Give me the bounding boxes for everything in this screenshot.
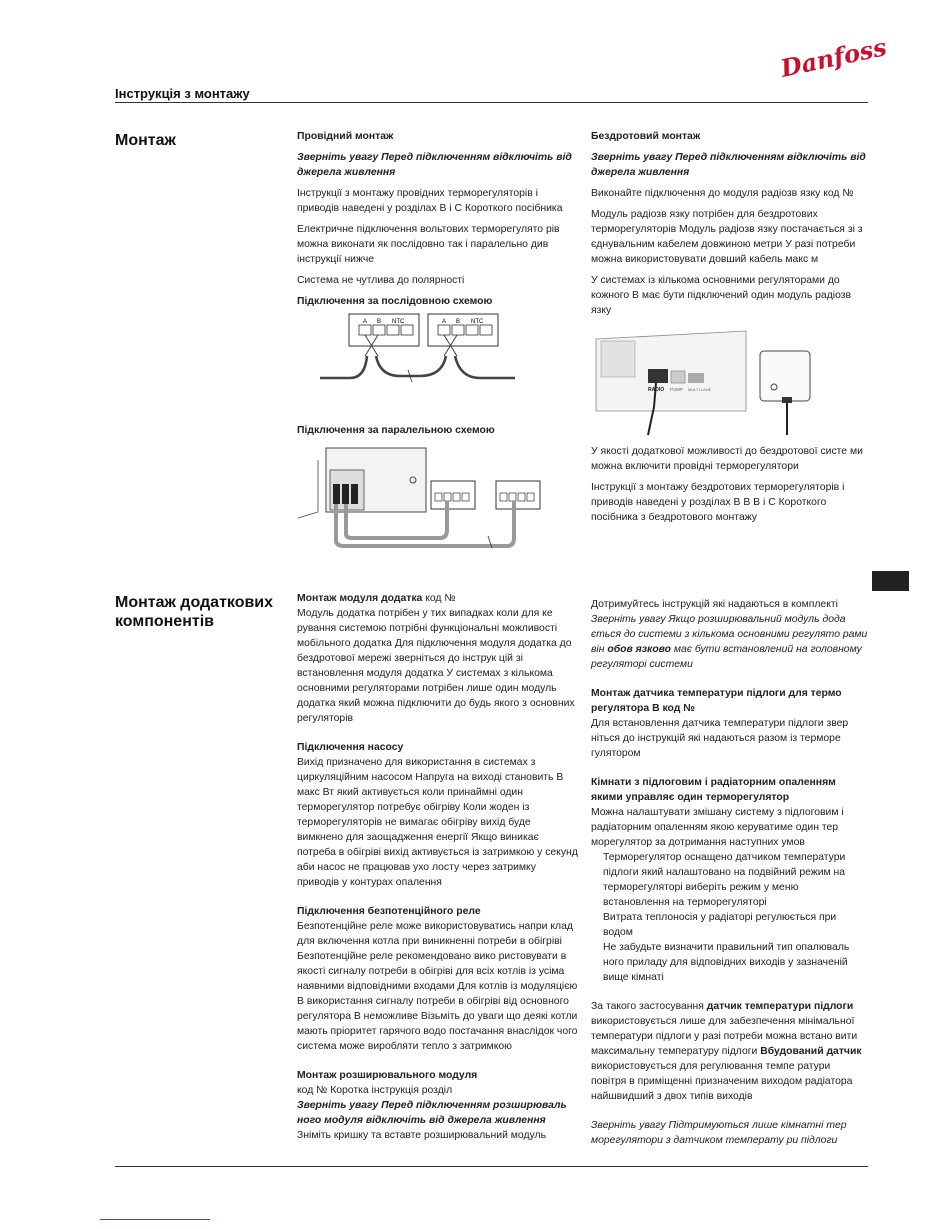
page-tab-marker	[872, 571, 909, 591]
condition-item: Терморегулятор оснащено датчиком температури підлоги який налаштовано на подвійний режим на терморегуляторі виберіть режим у меню встановлення на терморегуляторі	[603, 852, 846, 908]
relay-heading: Підключення безпотенційного реле	[297, 906, 481, 917]
sensor-bold-2: Вбудований датчик	[760, 1046, 862, 1057]
follow-instructions: Дотримуйтесь інструкцій які надаються в комплекті	[591, 599, 838, 610]
master-note-suffix: має бути встановлений на головному регуляторі системи	[591, 644, 862, 670]
page-header-title: Інструкція з монтажу	[115, 86, 250, 101]
expander-text: Зніміть кришку та вставте розширювальний модуль	[297, 1130, 546, 1141]
wireless-bottom	[591, 444, 867, 531]
pump-port-label: PUMP	[670, 387, 684, 392]
relay-text: Безпотенційне реле може використовуватись напри клад для включення котла при виникненні потреби в обігріві Безпотенційне реле рекомендовано вико ристовувати в якості сигналу потреби в обігріві для всіх котлів із усіма наявними відповідними входами Для котлів із модуляцією В використання сигналу потреби в обігріві від основного регулятора В неможливе Візьміть до уваги що деякі котли мають пріоритет гарячого водо постачання внаслідок чого система може виробляти тепло з затримкою	[297, 921, 578, 1052]
terminal-label-a: A	[363, 319, 368, 325]
wired-heading: Провідний монтаж	[297, 131, 394, 142]
master-note	[591, 612, 868, 672]
danfoss-logo	[778, 32, 889, 83]
rooms-heading: Кімнати з підлоговим і радіаторним опаленням якими управляє один терморегулятор	[591, 777, 836, 803]
sensor-mid: використовується лише для забезпечення мінімальної температури підлоги у разі потреби можна встано вити максимальну температуру підлоги	[591, 1016, 858, 1057]
radio-port-label: RADIO	[648, 387, 665, 393]
terminal-label-b: B	[377, 319, 382, 325]
pump-heading: Підключення насосу	[297, 742, 404, 753]
wired-p3: Система не чутлива до полярності	[297, 275, 465, 286]
master-note-prefix: Зверніть увагу Якщо розширювальний модуль дода ється до системи з кількома основними регулято рами він	[591, 614, 868, 655]
parallel-heading-wrap	[297, 423, 579, 438]
expander-warning: Зверніть увагу Перед підключенням розширюваль ного модуля відключіть від джерела живлення	[297, 1100, 567, 1126]
extra-right-column	[591, 597, 868, 1148]
sensor-bold-1: датчик температури підлоги	[706, 1001, 854, 1012]
sensor-paragraph	[591, 999, 868, 1104]
wireless-heading: Бездротовий монтаж	[591, 131, 701, 142]
section-title-montazh: Монтаж	[115, 132, 176, 149]
footer-link-underline	[100, 1219, 210, 1220]
wireless-p3: У системах із кількома основними регуляторами до кожного В має бути підключений один модуль радіозв язку	[591, 275, 852, 316]
footer-rule	[115, 1166, 868, 1167]
floor-sensor-heading: Монтаж датчика температури підлоги для термо регулятора В код №	[591, 688, 842, 714]
module-heading: Монтаж модуля додатка	[297, 593, 423, 604]
radio-module-photo	[596, 331, 866, 441]
supported-note: Зверніть увагу Підтримуються лише кімнатні тер морегулятори з датчиком температу ри підлоги	[591, 1120, 847, 1146]
serial-heading: Підключення за послідовною схемою	[297, 296, 493, 307]
expander-code: код № Коротка інструкція розділ	[297, 1085, 453, 1096]
conditions-list	[591, 850, 868, 985]
parallel-heading: Підключення за паралельною схемою	[297, 425, 495, 436]
terminal-label-ntc: NTC	[392, 319, 405, 325]
wireless-p2: Модуль радіозв язку потрібен для бездротових терморегуляторів Модуль радіозв язку постачається зі з єднувальним кабелем довжиною метри У разі потреби можна використовувати довший кабель макс м	[591, 209, 863, 265]
wired-warning: Зверніть увагу Перед підключенням відключіть від джерела живлення	[297, 152, 572, 178]
wired-p1: Інструкції з монтажу провідних терморегуляторів і приводів наведені у розділах В і С Короткого посібника	[297, 188, 563, 214]
header-rule	[115, 102, 868, 103]
wireless-p4: У якості додаткової можливості до бездротової систе ми можна включити провідні терморегулятори	[591, 446, 863, 472]
rooms-text: Можна налаштувати змішану систему з підлоговим і радіаторним опаленням якою керуватиме один тер морегулятор за дотримання наступних умов	[591, 807, 844, 848]
serial-wiring-diagram	[320, 308, 520, 388]
module-code: код №	[422, 593, 456, 604]
danfoss-logo-text: Danfoss	[778, 32, 889, 83]
wireless-column	[591, 129, 867, 324]
condition-item: Не забудьте визначити правильний тип опалюваль ного приладу для відповідних виходів у зазначеній вище кімнаті	[603, 942, 850, 983]
wired-p2: Електричне підключення вольтових терморегулято рів можна виконати як послідовно так і паралельно див інструкції нижче	[297, 224, 560, 265]
terminal-label-a-2: A	[442, 319, 447, 325]
section-title-extra: Монтаж додаткових компонентів	[115, 594, 274, 630]
master-note-bold: обов язково	[607, 644, 672, 655]
wireless-p1: Виконайте підключення до модуля радіозв язку код №	[591, 188, 854, 199]
condition-item: Витрата теплоносія у радіаторі регулюється при водом	[603, 912, 837, 938]
multi-lane-label: MULTI LANE	[688, 387, 712, 392]
module-text: Модуль додатка потрібен у тих випадках коли для ке рування системою потрібні функціональні можливості мобільного додатка Для підключення модуля додатка до бездротової мережі зверніться до інструк цій зі встановлення модуля додатка У системах з кількома основними регуляторами потрібен лише один модуль додатка який можна підключити до будь якого з основних регуляторів	[297, 608, 575, 724]
expander-heading: Монтаж розширювального модуля	[297, 1070, 478, 1081]
terminal-label-b-2: B	[456, 319, 461, 325]
floor-sensor-text: Для встановлення датчика температури підлоги звер ніться до інструкцій які надаються разом із терморе гулятором	[591, 718, 849, 759]
wireless-warning: Зверніть увагу Перед підключенням відключіть від джерела живлення	[591, 152, 866, 178]
wired-column	[297, 129, 579, 315]
terminal-label-ntc-2: NTC	[471, 319, 484, 325]
extra-left-column	[297, 591, 579, 1143]
wireless-p5: Інструкції з монтажу бездротових терморегуляторів і приводів наведені у розділах В В В і С Короткого посібника з бездротового монтажу	[591, 482, 845, 523]
sensor-prefix: За такого застосування	[591, 1001, 707, 1012]
pump-text: Вихід призначено для використання в системах з циркуляційним насосом Напруга на виході становить В макс Вт який активується коли принаймні один терморегулятор потребує обігріву Коли жоден із терморегуляторів не вимагає обігріву вихід буде вимкнено для заощадження енергії Якщо виникає потреба в обігріві вихід активується із затримкою у секунд аби насос не працював ухо лосту через затримку приводів у контурах опалення	[297, 757, 578, 888]
parallel-wiring-diagram	[292, 440, 552, 552]
module-block	[297, 591, 579, 606]
sensor-suffix: використовується для регулювання темпе ратури повітря в приміщенні призначеним виходом радіатора найшвидший з двох типів виходів	[591, 1061, 853, 1102]
